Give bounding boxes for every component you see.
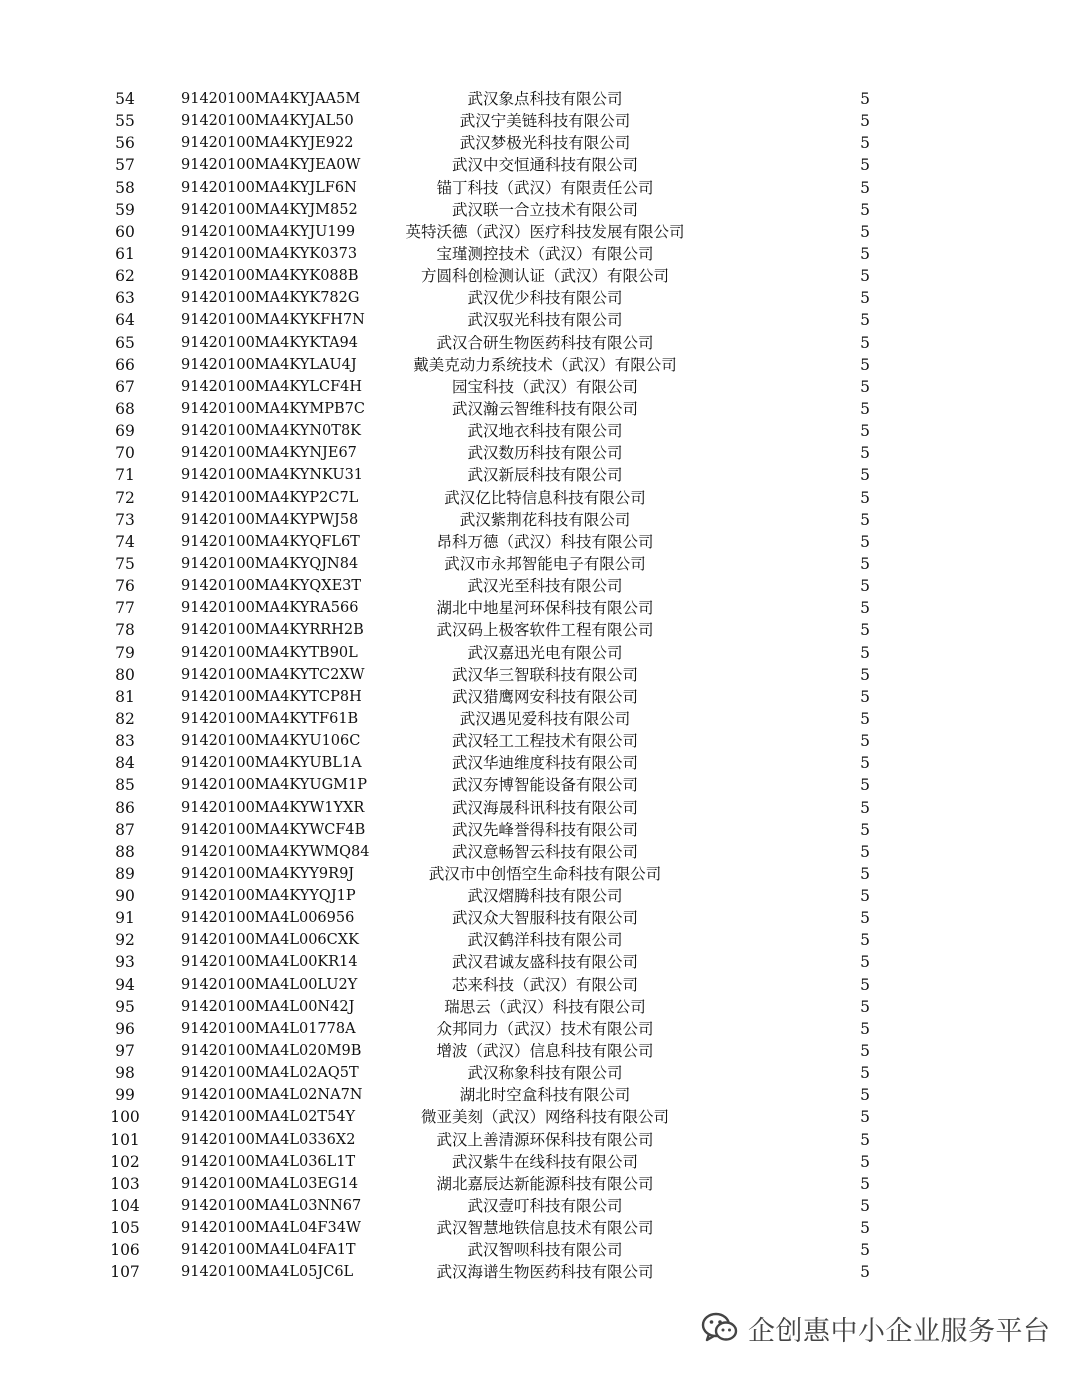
company-name: 武汉梦极光科技有限公司	[459, 134, 631, 153]
credit-code: 91420100MA4KYWMQ84	[181, 843, 370, 860]
score: 5	[860, 687, 870, 706]
score: 5	[860, 156, 870, 175]
row-number: 94	[115, 975, 135, 994]
credit-code: 91420100MA4KYJEA0W	[181, 157, 361, 174]
credit-code: 91420100MA4KYTC2XW	[181, 666, 365, 683]
table-row	[0, 664, 1080, 686]
table-row	[0, 420, 1080, 442]
credit-code: 91420100MA4L05JC6L	[181, 1264, 354, 1281]
company-name: 武汉智慧地铁信息技术有限公司	[436, 1219, 654, 1238]
row-number: 62	[115, 267, 135, 286]
row-number: 55	[115, 112, 135, 131]
credit-code: 91420100MA4KYYQJ1P	[181, 888, 356, 905]
row-number: 98	[115, 1064, 135, 1083]
row-number: 74	[115, 532, 135, 551]
table-row	[0, 265, 1080, 287]
table-row	[0, 309, 1080, 331]
credit-code: 91420100MA4L0336X2	[181, 1131, 356, 1148]
credit-code: 91420100MA4L00LU2Y	[181, 976, 358, 993]
row-number: 91	[115, 909, 135, 928]
row-number: 65	[115, 333, 135, 352]
company-name: 园宝科技（武汉）有限公司	[451, 377, 638, 396]
score: 5	[860, 887, 870, 906]
credit-code: 91420100MA4KYWCF4B	[181, 821, 366, 838]
credit-code: 91420100MA4KYLCF4H	[181, 378, 363, 395]
score: 5	[860, 621, 870, 640]
table-row	[0, 797, 1080, 819]
company-name: 武汉码上极客软件工程有限公司	[436, 621, 654, 640]
credit-code: 91420100MA4KYK088B	[181, 268, 359, 285]
row-number: 106	[110, 1241, 140, 1260]
score: 5	[860, 244, 870, 263]
score: 5	[860, 1197, 870, 1216]
row-number: 59	[115, 200, 135, 219]
score: 5	[860, 953, 870, 972]
table-row	[0, 354, 1080, 376]
table-row	[0, 199, 1080, 221]
table-row	[0, 730, 1080, 752]
score: 5	[860, 1174, 870, 1193]
credit-code: 91420100MA4KYPWJ58	[181, 511, 359, 528]
row-number: 54	[115, 90, 135, 108]
credit-code: 91420100MA4L04F34W	[181, 1220, 361, 1237]
score: 5	[860, 377, 870, 396]
row-number: 80	[115, 665, 135, 684]
score: 5	[860, 355, 870, 374]
score: 5	[860, 1219, 870, 1238]
row-number: 69	[115, 422, 135, 441]
company-name: 武汉光至科技有限公司	[467, 577, 623, 596]
score: 5	[860, 842, 870, 861]
score: 5	[860, 931, 870, 950]
row-number: 68	[115, 399, 135, 418]
score: 5	[860, 1108, 870, 1127]
credit-code: 91420100MA4L03NN67	[181, 1198, 362, 1215]
row-number: 90	[115, 887, 135, 906]
row-number: 92	[115, 931, 135, 950]
table-row	[0, 708, 1080, 730]
company-name: 武汉上善清源环保科技有限公司	[436, 1130, 654, 1149]
company-name: 微亚美刻（武汉）网络科技有限公司	[420, 1108, 669, 1127]
score: 5	[860, 178, 870, 197]
credit-code: 91420100MA4KYLAU4J	[181, 356, 357, 373]
credit-code: 91420100MA4KYUBL1A	[181, 755, 362, 772]
table-row	[0, 1239, 1080, 1261]
table-row	[0, 1261, 1080, 1283]
score: 5	[860, 997, 870, 1016]
row-number: 77	[115, 599, 135, 618]
company-name: 武汉合研生物医药科技有限公司	[436, 333, 654, 352]
company-name: 芯来科技（武汉）有限公司	[451, 975, 638, 994]
table-row	[0, 531, 1080, 553]
row-number: 83	[115, 732, 135, 751]
table-row	[0, 154, 1080, 176]
table-row	[0, 221, 1080, 243]
row-number: 66	[115, 355, 135, 374]
credit-code: 91420100MA4KYP2C7L	[181, 489, 359, 506]
table-row	[0, 1040, 1080, 1062]
score: 5	[860, 776, 870, 795]
company-name: 武汉众大智服科技有限公司	[451, 909, 638, 928]
company-name: 方圆科创检测认证（武汉）有限公司	[420, 267, 669, 286]
score: 5	[860, 200, 870, 219]
row-number: 72	[115, 488, 135, 507]
table-row	[0, 88, 1080, 110]
company-name: 湖北嘉辰达新能源科技有限公司	[436, 1174, 654, 1193]
watermark-text: 企创惠中小企业服务平台	[748, 1315, 1051, 1347]
credit-code: 91420100MA4L00KR14	[181, 954, 358, 971]
row-number: 73	[115, 510, 135, 529]
row-number: 70	[115, 444, 135, 463]
company-name: 宝瑾测控技术（武汉）有限公司	[436, 244, 654, 263]
credit-code: 91420100MA4L02NA7N	[181, 1087, 363, 1104]
company-name: 武汉壹叮科技有限公司	[467, 1197, 623, 1216]
score: 5	[860, 1042, 870, 1061]
company-name: 武汉瀚云智维科技有限公司	[451, 399, 638, 418]
row-number: 101	[110, 1130, 140, 1149]
score: 5	[860, 532, 870, 551]
credit-code: 91420100MA4KYRRH2B	[181, 622, 364, 639]
table-row	[0, 1106, 1080, 1128]
row-number: 63	[115, 289, 135, 308]
credit-code: 91420100MA4L02AQ5T	[181, 1065, 359, 1082]
row-number: 81	[115, 687, 135, 706]
row-number: 97	[115, 1042, 135, 1061]
row-number: 103	[110, 1174, 140, 1193]
table-row	[0, 487, 1080, 509]
score: 5	[860, 1263, 870, 1282]
table-row	[0, 885, 1080, 907]
row-number: 84	[115, 754, 135, 773]
score: 5	[860, 665, 870, 684]
credit-code: 91420100MA4KYRA566	[181, 600, 359, 617]
row-number: 78	[115, 621, 135, 640]
company-name: 武汉嘉迅光电有限公司	[467, 643, 623, 662]
table-row	[0, 1195, 1080, 1217]
row-number: 76	[115, 577, 135, 596]
row-number: 75	[115, 554, 135, 573]
credit-code: 91420100MA4L04FA1T	[181, 1242, 356, 1259]
table-row	[0, 974, 1080, 996]
company-name: 湖北中地星河环保科技有限公司	[436, 599, 654, 618]
company-name: 武汉市永邦智能电子有限公司	[444, 554, 646, 573]
score: 5	[860, 289, 870, 308]
company-name: 武汉象点科技有限公司	[467, 90, 623, 108]
company-name: 武汉宁美链科技有限公司	[459, 112, 631, 131]
watermark	[700, 1305, 1051, 1351]
table-row	[0, 332, 1080, 354]
row-number: 87	[115, 820, 135, 839]
table-row	[0, 774, 1080, 796]
credit-code: 91420100MA4L03EG14	[181, 1175, 359, 1192]
score: 5	[860, 1064, 870, 1083]
company-name: 武汉称象科技有限公司	[467, 1064, 623, 1083]
credit-code: 91420100MA4KYW1YXR	[181, 799, 365, 816]
table-row	[0, 819, 1080, 841]
table-row	[0, 132, 1080, 154]
score: 5	[860, 1241, 870, 1260]
credit-code: 91420100MA4KYTCP8H	[181, 688, 362, 705]
table-row	[0, 752, 1080, 774]
company-table	[0, 88, 1080, 1284]
table-row	[0, 398, 1080, 420]
row-number: 56	[115, 134, 135, 153]
score: 5	[860, 444, 870, 463]
credit-code: 91420100MA4L006956	[181, 910, 355, 927]
credit-code: 91420100MA4L006CXK	[181, 932, 359, 949]
company-name: 众邦同力（武汉）技术有限公司	[436, 1019, 654, 1038]
row-number: 107	[110, 1263, 140, 1282]
score: 5	[860, 488, 870, 507]
company-name: 武汉海晟科讯科技有限公司	[451, 798, 638, 817]
credit-code: 91420100MA4KYN0T8K	[181, 423, 362, 440]
score: 5	[860, 134, 870, 153]
company-name: 武汉数历科技有限公司	[467, 444, 623, 463]
row-number: 61	[115, 244, 135, 263]
row-number: 85	[115, 776, 135, 795]
row-number: 64	[115, 311, 135, 330]
table-row	[0, 686, 1080, 708]
row-number: 88	[115, 842, 135, 861]
score: 5	[860, 732, 870, 751]
score: 5	[860, 864, 870, 883]
row-number: 79	[115, 643, 135, 662]
credit-code: 91420100MA4L02T54Y	[181, 1109, 356, 1126]
credit-code: 91420100MA4KYU106C	[181, 733, 361, 750]
table-row	[0, 442, 1080, 464]
table-row	[0, 929, 1080, 951]
score: 5	[860, 577, 870, 596]
credit-code: 91420100MA4KYKTA94	[181, 334, 358, 351]
credit-code: 91420100MA4L00N42J	[181, 998, 355, 1015]
company-name: 武汉新辰科技有限公司	[467, 466, 623, 485]
score: 5	[860, 466, 870, 485]
score: 5	[860, 798, 870, 817]
score: 5	[860, 90, 870, 108]
score: 5	[860, 1019, 870, 1038]
score: 5	[860, 222, 870, 241]
credit-code: 91420100MA4KYTF61B	[181, 710, 359, 727]
score: 5	[860, 311, 870, 330]
row-number: 58	[115, 178, 135, 197]
company-name: 武汉猎鹰网安科技有限公司	[451, 687, 638, 706]
table-row	[0, 1018, 1080, 1040]
credit-code: 91420100MA4KYJE922	[181, 135, 354, 152]
table-row	[0, 951, 1080, 973]
table-row	[0, 287, 1080, 309]
table-row	[0, 1173, 1080, 1195]
company-name: 武汉优少科技有限公司	[467, 289, 623, 308]
credit-code: 91420100MA4L020M9B	[181, 1043, 362, 1060]
row-number: 104	[110, 1197, 140, 1216]
row-number: 102	[110, 1152, 140, 1171]
score: 5	[860, 820, 870, 839]
score: 5	[860, 975, 870, 994]
row-number: 86	[115, 798, 135, 817]
table-row	[0, 597, 1080, 619]
row-number: 57	[115, 156, 135, 175]
score: 5	[860, 643, 870, 662]
table-row	[0, 509, 1080, 531]
row-number: 89	[115, 864, 135, 883]
company-name: 武汉亿比特信息科技有限公司	[444, 488, 646, 507]
row-number: 67	[115, 377, 135, 396]
credit-code: 91420100MA4KYKFH7N	[181, 312, 365, 329]
table-row	[0, 553, 1080, 575]
company-name: 锚丁科技（武汉）有限责任公司	[436, 178, 654, 197]
table-row	[0, 464, 1080, 486]
table-row	[0, 907, 1080, 929]
table-row	[0, 110, 1080, 132]
table-row	[0, 642, 1080, 664]
score: 5	[860, 909, 870, 928]
credit-code: 91420100MA4L036L1T	[181, 1153, 356, 1170]
credit-code: 91420100MA4KYY9R9J	[181, 865, 355, 882]
score: 5	[860, 709, 870, 728]
credit-code: 91420100MA4KYQXE3T	[181, 578, 362, 595]
company-name: 武汉遇见爱科技有限公司	[459, 709, 631, 728]
table-row	[0, 1062, 1080, 1084]
credit-code: 91420100MA4KYQJN84	[181, 555, 359, 572]
company-name: 增波（武汉）信息科技有限公司	[436, 1042, 654, 1061]
table-row	[0, 575, 1080, 597]
credit-code: 91420100MA4KYMPB7C	[181, 400, 365, 417]
table-row	[0, 996, 1080, 1018]
table-row	[0, 1129, 1080, 1151]
credit-code: 91420100MA4KYJAL50	[181, 113, 354, 130]
score: 5	[860, 510, 870, 529]
company-name: 武汉鹤洋科技有限公司	[467, 931, 623, 950]
score: 5	[860, 422, 870, 441]
score: 5	[860, 1130, 870, 1149]
company-name: 武汉君诚友盛科技有限公司	[451, 953, 638, 972]
company-name: 戴美克动力系统技术（武汉）有限公司	[413, 355, 677, 374]
company-name: 武汉地衣科技有限公司	[467, 422, 623, 441]
credit-code: 91420100MA4KYJLF6N	[181, 179, 357, 196]
row-number: 93	[115, 953, 135, 972]
score: 5	[860, 754, 870, 773]
company-name: 湖北时空盒科技有限公司	[459, 1086, 631, 1105]
wechat-icon	[700, 1308, 740, 1348]
credit-code: 91420100MA4KYNJE67	[181, 445, 357, 462]
company-name: 武汉夯博智能设备有限公司	[451, 776, 638, 795]
table-row	[0, 863, 1080, 885]
row-number: 60	[115, 222, 135, 241]
credit-code: 91420100MA4KYUGM1P	[181, 777, 367, 794]
table-row	[0, 841, 1080, 863]
company-name: 武汉华三智联科技有限公司	[451, 665, 638, 684]
credit-code: 91420100MA4KYK782G	[181, 290, 360, 307]
credit-code: 91420100MA4KYJAA5M	[181, 91, 361, 107]
table-row	[0, 619, 1080, 641]
score: 5	[860, 267, 870, 286]
row-number: 105	[110, 1219, 140, 1238]
row-number: 82	[115, 709, 135, 728]
company-name: 武汉智呗科技有限公司	[467, 1241, 623, 1260]
row-number: 99	[115, 1086, 135, 1105]
company-name: 武汉紫牛在线科技有限公司	[451, 1152, 638, 1171]
score: 5	[860, 333, 870, 352]
company-name: 武汉中交恒通科技有限公司	[451, 156, 638, 175]
score: 5	[860, 599, 870, 618]
score: 5	[860, 1152, 870, 1171]
company-name: 武汉先峰誉得科技有限公司	[451, 820, 638, 839]
credit-code: 91420100MA4KYK0373	[181, 245, 358, 262]
company-name: 武汉联一合立技术有限公司	[451, 200, 638, 219]
company-name: 英特沃德（武汉）医疗科技发展有限公司	[405, 222, 685, 241]
row-number: 71	[115, 466, 135, 485]
company-name: 武汉市中创悟空生命科技有限公司	[428, 864, 662, 883]
score: 5	[860, 554, 870, 573]
table-row	[0, 1084, 1080, 1106]
company-name: 武汉华迪维度科技有限公司	[451, 754, 638, 773]
row-number: 95	[115, 997, 135, 1016]
company-name: 武汉紫荆花科技有限公司	[459, 510, 631, 529]
company-name: 武汉海谱生物医药科技有限公司	[436, 1263, 654, 1282]
company-name: 瑞思云（武汉）科技有限公司	[444, 997, 646, 1016]
credit-code: 91420100MA4KYTB90L	[181, 644, 358, 661]
row-number: 96	[115, 1019, 135, 1038]
credit-code: 91420100MA4KYNKU31	[181, 467, 364, 484]
credit-code: 91420100MA4KYQFL6T	[181, 533, 360, 550]
company-name: 武汉熠腾科技有限公司	[467, 887, 623, 906]
score: 5	[860, 399, 870, 418]
table-row	[0, 243, 1080, 265]
table-row	[0, 1151, 1080, 1173]
score: 5	[860, 112, 870, 131]
row-number: 100	[110, 1108, 140, 1127]
company-name: 昂科万德（武汉）科技有限公司	[436, 532, 654, 551]
credit-code: 91420100MA4KYJM852	[181, 201, 358, 218]
table-row	[0, 1217, 1080, 1239]
company-name: 武汉驭光科技有限公司	[467, 311, 623, 330]
credit-code: 91420100MA4KYJU199	[181, 223, 356, 240]
table-row	[0, 376, 1080, 398]
score: 5	[860, 1086, 870, 1105]
credit-code: 91420100MA4L01778A	[181, 1020, 356, 1037]
table-row	[0, 177, 1080, 199]
company-name: 武汉意畅智云科技有限公司	[451, 842, 638, 861]
company-name: 武汉轻工工程技术有限公司	[451, 732, 638, 751]
